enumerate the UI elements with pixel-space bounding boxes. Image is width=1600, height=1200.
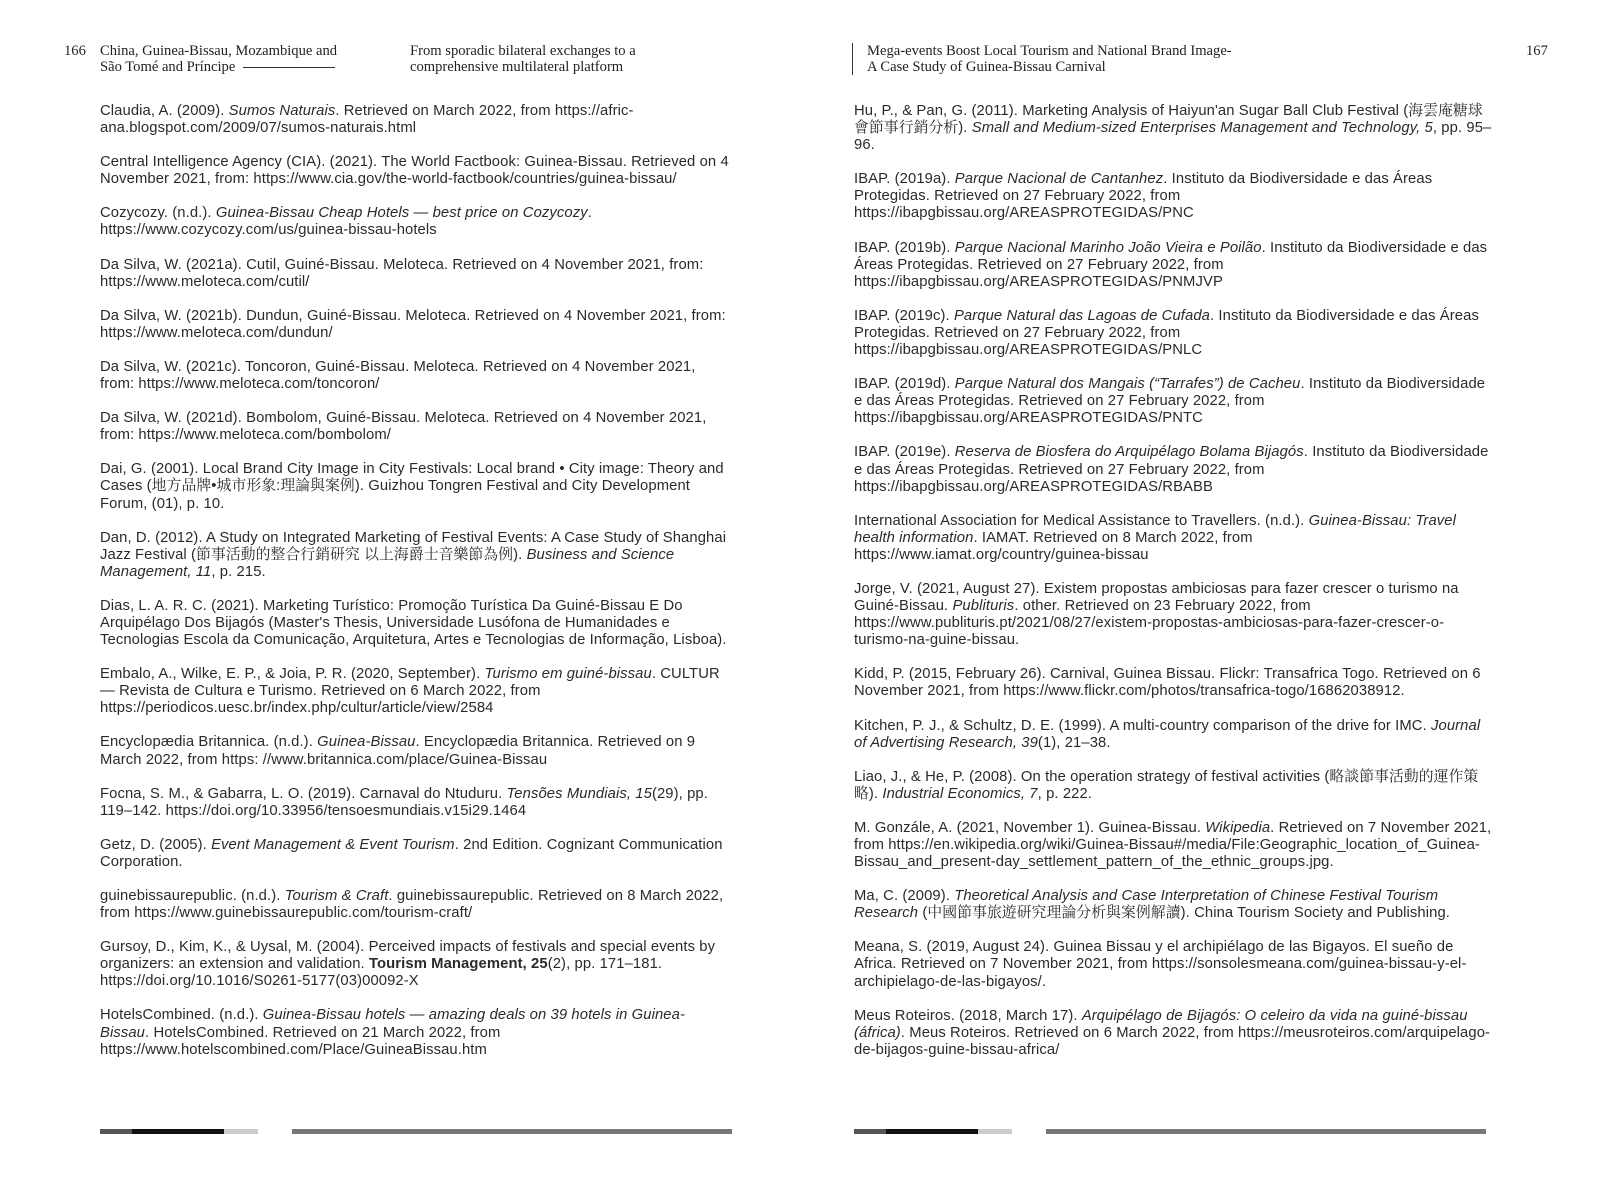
reference-entry <box>100 410 730 444</box>
reference-entry <box>100 461 730 512</box>
reference-it: Wikipedia <box>1205 819 1271 836</box>
footer-bar-segment <box>132 1129 224 1134</box>
reference-post: . Instituto da Biodiversidade e das Áreas Protegidas. Retrieved on 27 February 2022, from https://ibapgbissau.org/AREASPROTEGIDAS/RBABB <box>854 444 1489 495</box>
reference-it: Guinea-Bissau <box>317 734 416 751</box>
reference-post: . 2nd Edition. Cognizant Communication Corporation. <box>100 836 723 870</box>
reference-pre: Da Silva, W. (2021c). Toncoron, Guiné-Bissau. Meloteca. Retrieved on 4 November 2021, from: https://www.meloteca.com/toncoron/ <box>100 358 696 393</box>
reference-entry <box>100 888 730 922</box>
right-page <box>800 0 1600 1200</box>
reference-pre: Da Silva, W. (2021a). Cutil, Guiné-Bissau. Meloteca. Retrieved on 4 November 2021, from: https://www.meloteca.com/cutil/ <box>100 256 704 290</box>
reference-pre: Meus Roteiros. (2018, March 17). <box>854 1007 1082 1024</box>
footer-bar-rule <box>1046 1129 1486 1134</box>
reference-it: Publituris <box>952 598 1015 615</box>
reference-it: Parque Natural dos Mangais (“Tarrafes”) de Cacheu <box>954 376 1301 393</box>
running-head-chapter-line1: Mega-events Boost Local Tourism and National Brand Image- <box>867 43 1232 59</box>
reference-pre: Embalo, A., Wilke, E. P., & Joia, P. R. (2020, September). <box>100 666 485 683</box>
running-head-book-line2: São Tomé and Príncipe <box>100 59 236 75</box>
reference-list <box>854 103 1494 1076</box>
reference-post: . Instituto da Biodiversidade e das Áreas Protegidas. Retrieved on 27 February 2022, from https://ibapgbissau.org/AREASPROTEGIDAS/PNMJVP <box>854 239 1488 290</box>
reference-entry <box>854 666 1494 700</box>
reference-entry <box>854 444 1494 495</box>
running-head-rule <box>243 67 335 68</box>
reference-entry <box>854 513 1494 564</box>
reference-post: . Encyclopædia Britannica. Retrieved on 9 March 2022, from https: //www.britannica.com/place/Guinea-Bissau <box>100 734 696 768</box>
reference-entry <box>854 376 1494 427</box>
footer-bar-segment <box>886 1129 978 1134</box>
reference-entry <box>100 734 730 768</box>
reference-list <box>100 103 730 1076</box>
reference-pre: Getz, D. (2005). <box>100 836 212 853</box>
reference-entry <box>100 939 730 990</box>
reference-entry <box>854 240 1494 291</box>
reference-it: Tourism & Craft <box>284 888 389 904</box>
reference-pre: Encyclopædia Britannica. (n.d.). <box>100 734 318 751</box>
reference-pre: Dias, L. A. R. C. (2021). Marketing Turístico: Promoção Turística Da Guiné-Bissau E Do Arquipélago Dos Bijagós (Master's Thesis, Universidade Lusófona de Humanidades e Tecnologias Escola da Comunicação, Arquitetura, Artes e Tecnologias de Informação, Lisboa). <box>100 597 727 649</box>
reference-it: Small and Medium-sized Enterprises Management and Technology, 5 <box>971 120 1433 137</box>
reference-post: (2), pp. 171–181. https://doi.org/10.1016/S0261-5177(03)00092-X <box>100 956 663 990</box>
reference-pre: Dan, D. (2012). A Study on Integrated Marketing of Festival Events: A Case Study of Shanghai Jazz Festival (節事活動的整合行銷研究 以上海爵士音樂節為例). <box>100 529 727 563</box>
reference-post: . CULTUR — Revista de Cultura e Turismo. Retrieved on 6 March 2022, from https://periodicos.uesc.br/index.php/cultur/article/view/2584 <box>100 666 720 717</box>
reference-post: (中國節事旅遊研究理論分析與案例解讀). China Tourism Society and Publishing. <box>918 905 1451 922</box>
reference-entry <box>854 718 1494 752</box>
reference-post: . other. Retrieved on 23 February 2022, from https://www.publituris.pt/2021/08/27/existem-propostas-ambiciosas-para-fazer-crescer-o-turismo-na-guine-bissau. <box>854 598 1445 649</box>
reference-pre: guinebissaurepublic. (n.d.). <box>100 888 285 904</box>
reference-pre: Meana, S. (2019, August 24). Guinea Bissau y el archipiélago de las Bigayos. El sueño de Africa. Retrieved on 7 November 2021, from https://sonsolesmeana.com/guinea-bissau-y-el-archipielago-de-las-bigayos/. <box>854 939 1467 990</box>
reference-it: Parque Nacional de Cantanhez <box>954 171 1164 188</box>
reference-it: Reserva de Biosfera do Arquipélago Bolama Bijagós <box>954 444 1304 461</box>
reference-post: . HotelsCombined. Retrieved on 21 March 2022, from https://www.hotelscombined.com/Place/GuineaBissau.htm <box>100 1024 501 1058</box>
footer-bar-segment <box>224 1129 258 1134</box>
reference-pre: Focna, S. M., & Gabarra, L. O. (2019). Carnaval do Ntuduru. <box>100 785 507 802</box>
reference-entry <box>100 530 730 581</box>
page-number: 167 <box>1526 43 1548 59</box>
reference-it: Sumos Naturais <box>228 103 336 119</box>
reference-pre: Gursoy, D., Kim, K., & Uysal, M. (2004). Perceived impacts of festivals and special events by organizers: an extension and validation. <box>100 939 716 973</box>
reference-post: (29), pp. 119–142. https://doi.org/10.33956/tensoesmundiais.v15i29.1464 <box>100 785 708 819</box>
reference-post: . Retrieved on March 2022, from https://afric-ana.blogspot.com/2009/07/sumos-naturais.html <box>100 103 634 137</box>
reference-it: Guinea-Bissau Cheap Hotels — best price on Cozycozy <box>215 205 588 222</box>
footer-bar-segment <box>100 1129 132 1134</box>
reference-post: . https://www.cozycozy.com/us/guinea-bissau-hotels <box>100 205 592 239</box>
reference-pre: Kidd, P. (2015, February 26). Carnival, Guinea Bissau. Flickr: Transafrica Togo. Retrieved on 6 November 2021, from https://www.flickr.com/photos/transafrica-togo/16862038912. <box>854 666 1481 700</box>
reference-it: Industrial Economics, 7 <box>882 785 1038 802</box>
reference-post: . Instituto da Biodiversidade e das Áreas Protegidas. Retrieved on 27 February 2022, from https://ibapgbissau.org/AREASPROTEGIDAS/PNTC <box>854 376 1486 427</box>
reference-entry <box>854 820 1494 871</box>
reference-it: Parque Natural das Lagoas de Cufada <box>953 307 1210 324</box>
reference-entry <box>854 581 1494 649</box>
reference-pre: HotelsCombined. (n.d.). <box>100 1007 263 1024</box>
reference-it: Guinea-Bissau hotels — amazing deals on 39 hotels in Guinea-Bissau <box>100 1007 685 1041</box>
reference-it: Guinea-Bissau: Travel health information <box>854 512 1456 546</box>
running-head-chapter-line2: A Case Study of Guinea-Bissau Carnival <box>867 59 1106 75</box>
reference-pre: Kitchen, P. J., & Schultz, D. E. (1999). A multi-country comparison of the drive for IMC. <box>854 717 1431 734</box>
reference-entry <box>854 103 1494 154</box>
reference-entry <box>100 359 730 393</box>
reference-pre: IBAP. (2019c). <box>854 307 954 324</box>
running-head-book-title <box>100 43 370 75</box>
reference-entry <box>854 939 1494 990</box>
reference-post: , p. 222. <box>1037 785 1093 802</box>
page-number: 166 <box>64 43 86 59</box>
reference-entry <box>100 666 730 717</box>
reference-post: . Meus Roteiros. Retrieved on 6 March 2022, from https://meusroteiros.com/arquipelago-de-bijagos-guine-bissau-africa/ <box>854 1024 1491 1058</box>
running-head-section-line2: comprehensive multilateral platform <box>410 59 624 75</box>
reference-entry <box>100 103 730 137</box>
reference-pre: M. Gonzále, A. (2021, November 1). Guinea-Bissau. <box>854 819 1206 836</box>
reference-pre: Hu, P., & Pan, G. (2011). Marketing Analysis of Haiyun'an Sugar Ball Club Festival (海雲庵糖球會節事行銷分析). <box>854 103 1483 137</box>
footer-bar-segment <box>978 1129 1012 1134</box>
reference-entry <box>100 837 730 871</box>
footer-bar-rule <box>292 1129 732 1134</box>
reference-entry <box>100 598 730 649</box>
footer-bar-segment <box>854 1129 886 1134</box>
reference-it: Business and Science Management, 11 <box>100 546 675 580</box>
reference-entry <box>854 308 1494 359</box>
reference-entry <box>100 154 730 188</box>
reference-post: , pp. 95–96. <box>854 120 1492 154</box>
reference-post: (1), 21–38. <box>1037 734 1111 751</box>
reference-pre: Ma, C. (2009). <box>854 888 955 905</box>
reference-post: , p. 215. <box>211 563 266 580</box>
reference-pre: Cozycozy. (n.d.). <box>100 205 216 222</box>
reference-post: . Instituto da Biodiversidade e das Áreas Protegidas. Retrieved on 27 February 2022, from https://ibapgbissau.org/AREASPROTEGIDAS/PNLC <box>854 307 1479 359</box>
reference-entry <box>854 888 1494 922</box>
reference-it: Parque Nacional Marinho João Vieira e Poilão <box>954 239 1262 256</box>
reference-entry <box>854 1008 1494 1059</box>
reference-it: Journal of Advertising Research, 39 <box>854 717 1481 751</box>
running-head-section-line1: From sporadic bilateral exchanges to a <box>410 43 636 59</box>
reference-pre: Dai, G. (2001). Local Brand City Image in City Festivals: Local brand • City image: Theory and Cases (地方品牌•城市形象:理論與案例). Guizhou Tongren Festival and City Development Forum, (01), p. 10. <box>100 461 724 512</box>
reference-post: . guinebissaurepublic. Retrieved on 8 March 2022, from https://www.guinebissaurepublic.com/tourism-craft/ <box>100 888 724 922</box>
reference-it: Event Management & Event Tourism <box>211 836 455 853</box>
reference-entry <box>100 205 730 239</box>
reference-it: Arquipélago de Bijagós: O celeiro da vida na guiné-bissau (áfrica) <box>854 1007 1468 1041</box>
reference-post: . Instituto da Biodiversidade e das Áreas Protegidas. Retrieved on 27 February 2022, from https://ibapgbissau.org/AREASPROTEGIDAS/PNC <box>854 171 1433 222</box>
running-head-book-line1: China, Guinea-Bissau, Mozambique and <box>100 43 338 59</box>
reference-pre: Da Silva, W. (2021d). Bombolom, Guiné-Bissau. Meloteca. Retrieved on 4 November 2021, from: https://www.meloteca.com/bombolom/ <box>100 410 707 444</box>
reference-entry <box>100 257 730 291</box>
running-head-chapter-title <box>852 43 1287 75</box>
reference-pre: Liao, J., & He, P. (2008). On the operation strategy of festival activities (略談節事活動的運作策略). <box>854 768 1479 802</box>
reference-pre: Jorge, V. (2021, August 27). Existem propostas ambiciosas para fazer crescer o turismo na Guiné-Bissau. <box>854 580 1459 615</box>
reference-pre: IBAP. (2019d). <box>854 376 955 393</box>
reference-b: Tourism Management, 25 <box>368 956 548 973</box>
reference-pre: IBAP. (2019b). <box>854 239 955 256</box>
reference-entry <box>100 786 730 820</box>
reference-entry <box>100 308 730 342</box>
reference-pre: Claudia, A. (2009). <box>100 103 229 119</box>
reference-pre: Central Intelligence Agency (CIA). (2021). The World Factbook: Guinea-Bissau. Retrieved on 4 November 2021, from: https://www.cia.gov/the-world-factbook/countries/guinea-bissau/ <box>100 154 729 188</box>
reference-pre: IBAP. (2019a). <box>854 171 955 188</box>
reference-it: Theoretical Analysis and Case Interpretation of Chinese Festival Tourism Research <box>854 888 1439 922</box>
reference-entry <box>100 1007 730 1058</box>
reference-it: Turismo em guiné-bissau <box>484 666 652 683</box>
reference-post: . Retrieved on 7 November 2021, from https://en.wikipedia.org/wiki/Guinea-Bissau#/media/File:Geographic_location_of_Guinea-Bissau_and_present-day_settlement_pattern_of_the_ethnic_groups.jpg. <box>854 819 1492 871</box>
reference-pre: Da Silva, W. (2021b). Dundun, Guiné-Bissau. Meloteca. Retrieved on 4 November 2021, from: https://www.meloteca.com/dundun/ <box>100 307 726 341</box>
reference-post: . IAMAT. Retrieved on 8 March 2022, from https://www.iamat.org/country/guinea-bissau <box>854 529 1253 563</box>
reference-entry <box>854 769 1494 803</box>
reference-entry <box>854 171 1494 222</box>
reference-pre: IBAP. (2019e). <box>854 444 955 461</box>
reference-it: Tensões Mundiais, 15 <box>506 785 652 802</box>
running-head-section-title <box>410 43 710 75</box>
reference-pre: International Association for Medical Assistance to Travellers. (n.d.). <box>854 512 1309 529</box>
